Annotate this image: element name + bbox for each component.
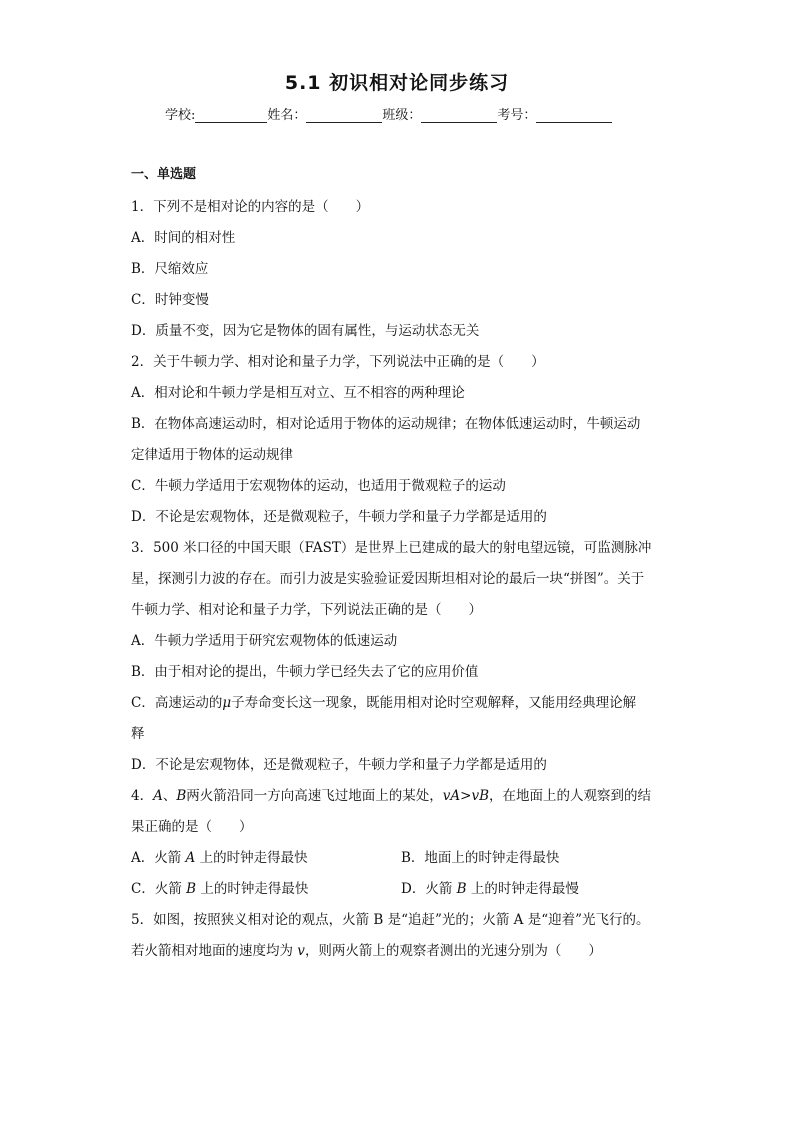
q4-stem-tail: ，在地面上的人观察到的结 [489, 788, 652, 804]
q4-stem-line1 [131, 781, 671, 812]
school-label: 学校: [165, 108, 196, 123]
exam-number-blank[interactable] [536, 108, 612, 123]
q1-option-d[interactable]: D．质量不变，因为它是物体的固有属性，与运动状态无关 [131, 323, 480, 339]
q4-c-var: B [186, 881, 197, 897]
q2-option-b[interactable] [131, 409, 671, 471]
q4-option-b[interactable]: B．地面上的时钟走得最快 [401, 850, 560, 866]
q3-option-c[interactable] [131, 688, 671, 750]
q4-a-var: A [185, 850, 196, 866]
section-heading: 一、单选题 [131, 167, 197, 182]
q3-option-b[interactable]: B．由于相对论的提出，牛顿力学已经失去了它的应用价值 [131, 664, 479, 680]
q1-option-c[interactable]: C．时钟变慢 [131, 292, 209, 308]
q4-separator: 、 [162, 788, 177, 804]
q2-stem: 2．关于牛顿力学、相对论和量子力学，下列说法中正确的是（ ） [131, 354, 545, 370]
q3-c-suffix: 子寿命变长这一现象，既能用相对论时空观解释，又能用经典理论解 [231, 695, 637, 711]
q2-option-a[interactable]: A．相对论和牛顿力学是相互对立、互不相容的两种理论 [131, 385, 465, 401]
q4-option-c[interactable] [131, 874, 401, 905]
name-label: 姓名： [267, 108, 307, 123]
q3-stem-line1: 3．500 米口径的中国天眼（FAST）是世界上已建成的最大的射电望远镜，可监测脉冲 [131, 540, 652, 556]
q4-options-row1 [131, 843, 671, 874]
q2-option-d[interactable]: D．不论是宏观物体，还是微观粒子，牛顿力学和量子力学都是适用的 [131, 509, 547, 525]
q4-stem [131, 781, 671, 843]
q4-c-suffix: 上的时钟走得最快 [196, 881, 309, 897]
q3-c-prefix: C．高速运动的 [131, 695, 223, 711]
q4-number: 4． [131, 788, 154, 804]
q4-d-prefix: D．火箭 [401, 881, 457, 897]
rocket-a-var: A [153, 788, 163, 804]
question-list [131, 166, 671, 967]
q4-options-row2 [131, 874, 671, 905]
q2-option-c[interactable]: C．牛顿力学适用于宏观物体的运动，也适用于微观粒子的运动 [131, 478, 506, 494]
q2-option-b-line1: B．在物体高速运动时，相对论适用于物体的运动规律；在物体低速运动时，牛顿运动 [131, 416, 641, 432]
name-blank[interactable] [306, 108, 382, 123]
q1-stem: 1．下列不是相对论的内容的是（ ） [131, 199, 370, 215]
q3-stem [131, 533, 671, 626]
q5-stem-line1: 5．如图，按照狭义相对论的观点，火箭 B 是“追赶”光的；火箭 A 是“迎着”光飞行的。 [131, 912, 650, 928]
rocket-b-var: B [176, 788, 187, 804]
class-label: 班级： [382, 108, 422, 123]
q4-option-d[interactable] [401, 874, 671, 905]
q4-d-var: B [456, 881, 467, 897]
q3-stem-line2: 星，探测引力波的存在。而引力波是实验验证爱因斯坦相对论的最后一块“拼图”。关于 [131, 571, 645, 587]
mu-symbol: μ [222, 695, 232, 711]
q3-stem-line3: 牛顿力学、相对论和量子力学，下列说法正确的是（ ） [131, 602, 482, 618]
q4-d-suffix: 上的时钟走得最慢 [466, 881, 579, 897]
class-blank[interactable] [421, 108, 497, 123]
q2-option-b-line2: 定律适用于物体的运动规律 [131, 447, 293, 463]
q4-a-suffix: 上的时钟走得最快 [195, 850, 308, 866]
q4-stem-line2: 果正确的是（ ） [131, 819, 253, 835]
q3-option-c-line2: 释 [131, 726, 145, 742]
q5-stem [131, 905, 671, 967]
velocity-a: vA [442, 788, 461, 804]
q4-option-a[interactable] [131, 843, 401, 874]
q1-option-a[interactable]: A．时间的相对性 [131, 230, 236, 246]
velocity-v: v [297, 943, 305, 959]
q3-option-d[interactable]: D．不论是宏观物体，还是微观粒子，牛顿力学和量子力学都是适用的 [131, 757, 547, 773]
page-title: 5.1 初识相对论同步练习 [284, 72, 510, 94]
q3-option-c-line1 [131, 688, 671, 719]
q5-l2-prefix: 若火箭相对地面的速度均为 [131, 943, 298, 959]
q4-c-prefix: C．火箭 [131, 881, 187, 897]
q4-a-prefix: A．火箭 [131, 850, 186, 866]
q4-stem-mid: 两火箭沿同一方向高速飞过地面上的某处， [186, 788, 443, 804]
velocity-b: vB [471, 788, 490, 804]
exam-number-label: 考号： [497, 108, 537, 123]
q3-option-a[interactable]: A．牛顿力学适用于研究宏观物体的低速运动 [131, 633, 398, 649]
greater-than: > [460, 788, 472, 804]
q5-l2-suffix: ，则两火箭上的观察者测出的光速分别为（ ） [304, 943, 602, 959]
school-blank[interactable] [195, 108, 267, 123]
student-info-row [165, 104, 612, 123]
q5-stem-line2 [131, 936, 671, 967]
q1-option-b[interactable]: B．尺缩效应 [131, 261, 209, 277]
